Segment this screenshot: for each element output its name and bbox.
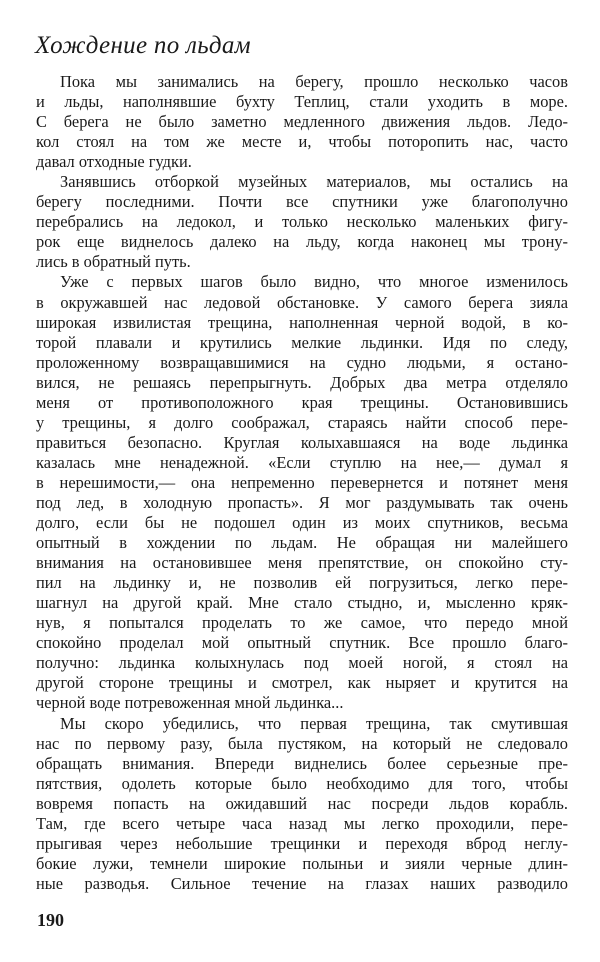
text-line: прыгивая через небольшие трещинки и переходя вброд неглу- <box>36 833 568 853</box>
text-line: и льды, наполнявшие бухту Теплиц, стали уходить в море. <box>36 92 568 112</box>
text-line: другой стороне трещины и смотрел, как ныряет и крутится на <box>36 673 568 693</box>
text-line: спокойно проделал мой опытный спутник. Все прошло благо- <box>36 633 568 653</box>
page-body-text <box>36 72 568 894</box>
text-line: обращать внимания. Впереди виднелись более серьезные пре- <box>36 753 568 773</box>
text-line: нас по первому разу, была пустяком, на который не следовало <box>36 733 568 753</box>
text-line: кол стоял на том же месте и, чтобы поторопить нас, часто <box>36 132 568 152</box>
paragraph <box>36 714 568 894</box>
paragraph <box>36 72 568 172</box>
text-line: черной воде потревоженная мной льдинка... <box>36 693 344 713</box>
text-line: получно: льдинка колыхнулась под моей ногой, я стоял на <box>36 653 568 673</box>
text-line: рок еще виднелось далеко на льду, когда наконец мы трону- <box>36 232 568 252</box>
text-line: под лед, в холодную пропасть». Я мог раздумывать так очень <box>36 492 568 512</box>
text-line: торой плавали и крутились мелкие льдинки. Идя по следу, <box>36 332 568 352</box>
text-line: Пока мы занимались на берегу, прошло несколько часов <box>60 72 568 91</box>
text-line: Там, где всего четыре часа назад мы легко проходили, пере- <box>36 813 568 833</box>
text-line: Занявшись отборкой музейных материалов, мы остались на <box>60 172 568 192</box>
text-line: вился, не решаясь перепрыгнуть. Добрых два метра отделяло <box>36 372 568 392</box>
text-line: долго, если бы не подошел один из моих спутников, весьма <box>36 513 568 533</box>
text-line: правиться безопасно. Круглая колыхавшаяся на воде льдинка <box>36 432 568 452</box>
text-line: пил на льдинку и, не позволив ей погрузиться, легко пере- <box>36 573 568 593</box>
text-line: внимания на остановившее меня препятствие, он спокойно сту- <box>36 553 568 573</box>
text-line: ные разводья. Сильное течение на глазах наших разводило <box>36 873 568 893</box>
text-line: шагнул на другой край. Мне стало стыдно, и, мысленно кряк- <box>36 593 568 613</box>
text-line: проложенному возвращавшимися на судно людьми, я остано- <box>36 352 568 372</box>
paragraph <box>36 272 568 713</box>
text-line: казалась мне ненадежной. «Если ступлю на нее,— думал я <box>36 452 568 472</box>
text-line: берегу последними. Почти все спутники уже благополучно <box>36 192 568 212</box>
text-line: пятствия, одолеть которые было необходимо для того, чтобы <box>36 773 568 793</box>
text-line: в нерешимости,— она непременно перевернется и потянет меня <box>36 472 568 492</box>
text-line: широкая извилистая трещина, наполненная черной водой, в ко- <box>36 312 568 332</box>
text-line: С берега не было заметно медленного движения льдов. Ледо- <box>36 112 568 132</box>
text-line: нув, я попытался проделать то же самое, что передо мной <box>36 613 568 633</box>
text-line: опытный в хождении по льдам. Не обращая ни малейшего <box>36 533 568 553</box>
page-number: 190 <box>37 910 64 930</box>
paragraph <box>36 172 568 272</box>
text-line: в окружавшей нас ледовой обстановке. У самого берега зияла <box>36 292 568 312</box>
text-line: давал отходные гудки. <box>36 152 192 172</box>
text-line: Мы скоро убедились, что первая трещина, так смутившая <box>60 713 568 733</box>
text-line: перебрались на ледокол, и только несколько маленьких фигу- <box>36 212 568 232</box>
text-line: лись в обратный путь. <box>36 252 191 272</box>
text-line: меня от противоположного края трещины. Остановившись <box>36 392 568 412</box>
text-line: вовремя попасть на ожидавший нас посреди льдов корабль. <box>36 793 568 813</box>
chapter-title: Хождение по льдам <box>35 32 251 59</box>
text-line: у трещины, я долго соображал, стараясь найти способ пере- <box>36 412 568 432</box>
text-line: Уже с первых шагов было видно, что многое изменилось <box>60 272 568 292</box>
text-line: бокие лужи, темнели широкие полыньи и зияли черные длин- <box>36 853 568 873</box>
